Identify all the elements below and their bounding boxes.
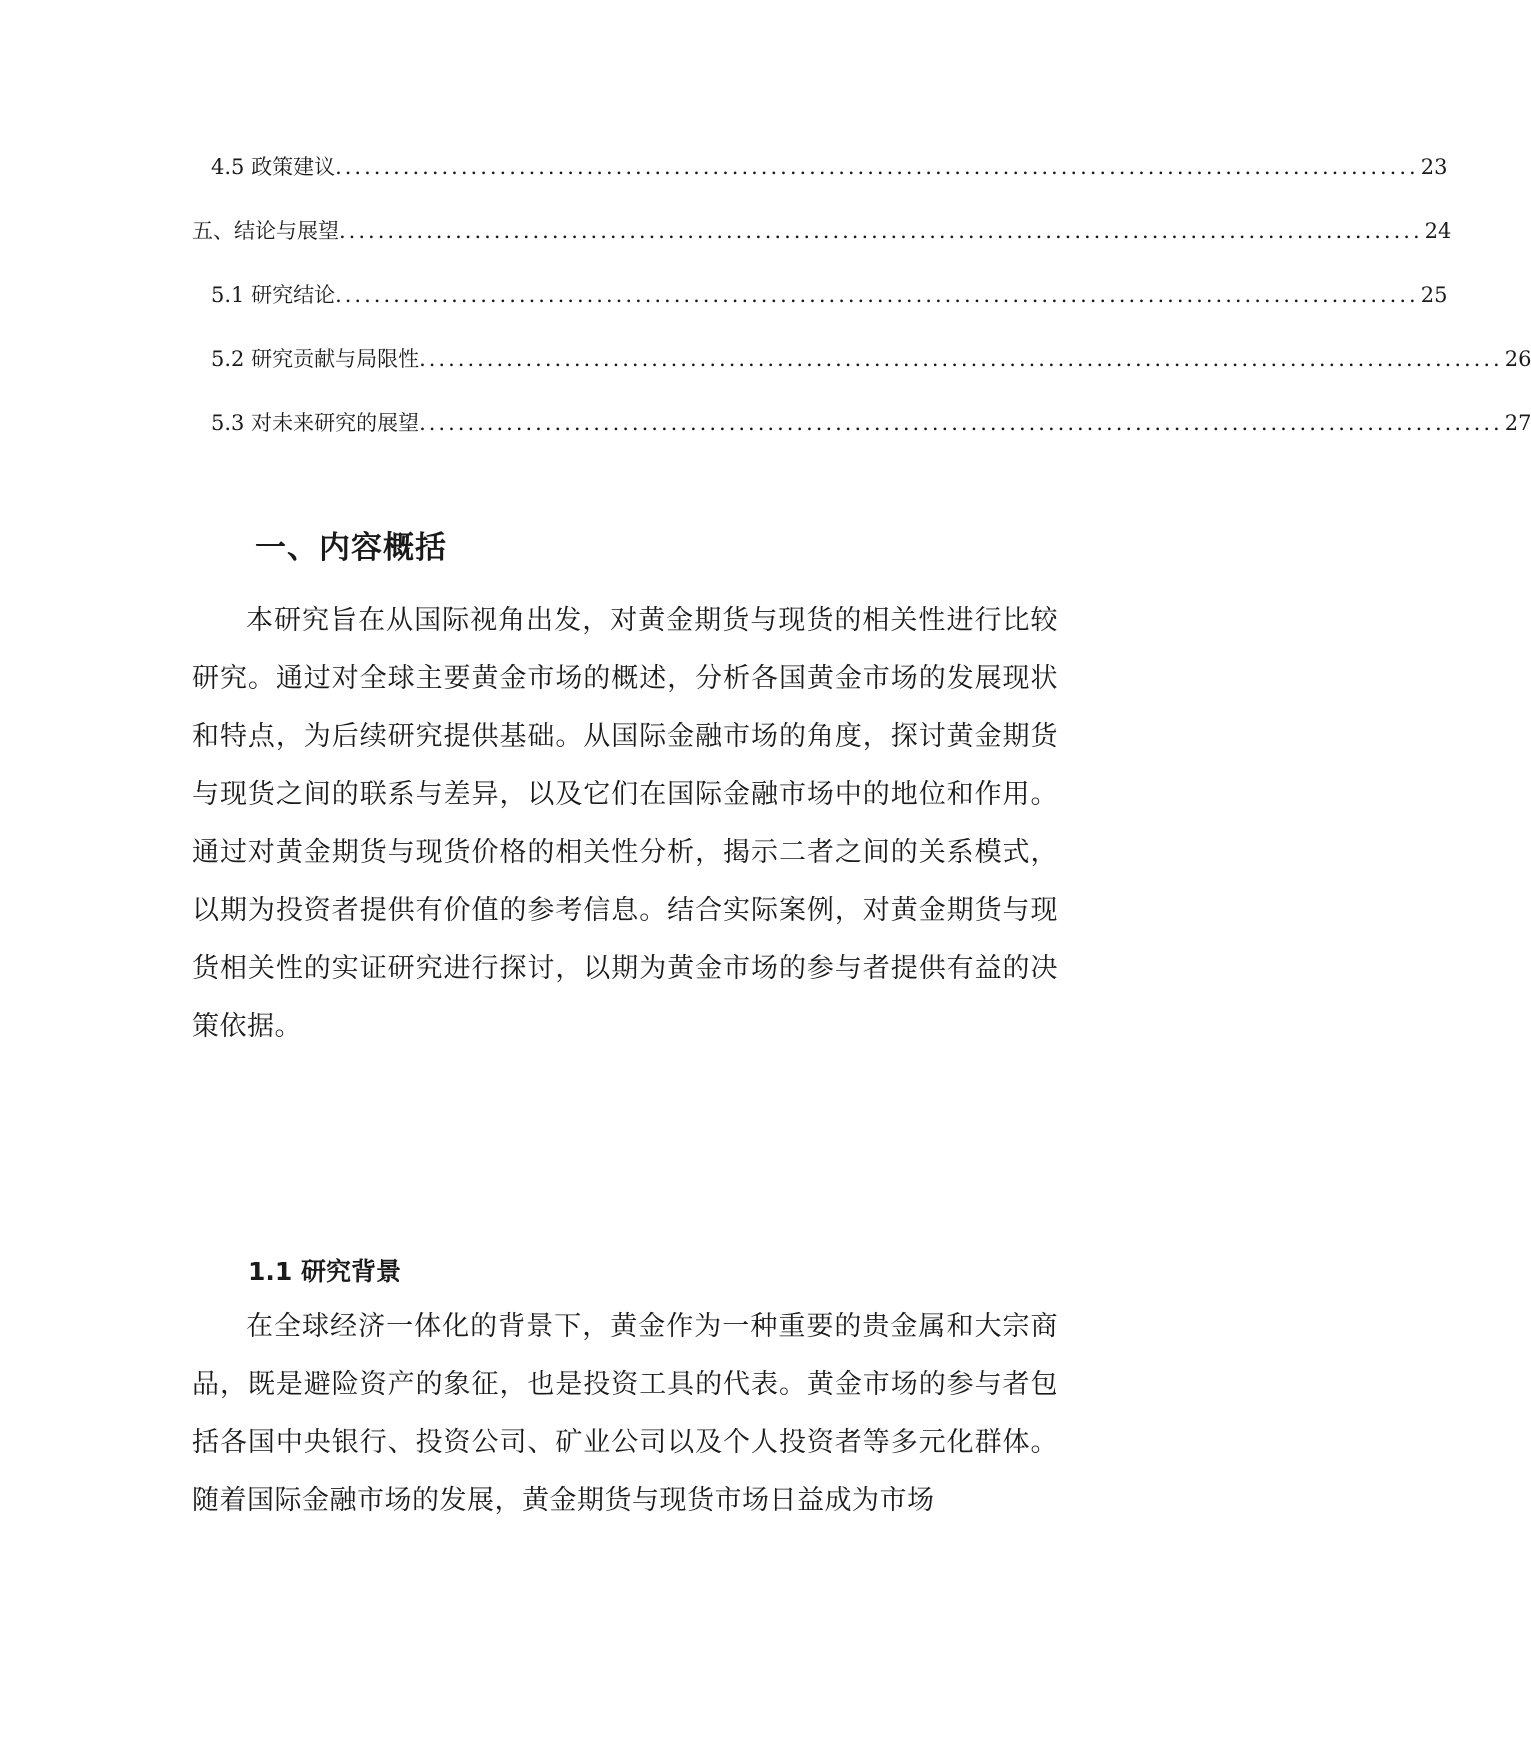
body-paragraph: 本研究旨在从国际视角出发，对黄金期货与现货的相关性进行比较研究。通过对全球主要黄金市场的概述，分析各国黄金市场的发展现状和特点，为后续研究提供基础。从国际金融市场的角度，探讨黄金期货与现货之间的联系与差异，以及它们在国际金融市场中的地位和作用。通过对黄金期货与现货价格的相关性分析，揭示二者之间的关系模式，以期为投资者提供有价值的参考信息。结合实际案例，对黄金期货与现货相关性的实证研究进行探讨，以期为黄金市场的参与者提供有益的决策依据。 [192,605,1058,1042]
toc-leader-dots: ................................................................................................................ [335,155,1419,179]
toc-leader-dots: ................................................................................................................ [419,411,1503,435]
toc-entry-label: 5.3 对未来研究的展望 [211,411,420,435]
toc-entry[interactable] [211,280,1448,310]
toc-leader-dots: ................................................................................................................ [339,219,1423,243]
body-paragraph: 在全球经济一体化的背景下，黄金作为一种重要的贵金属和大宗商品，既是避险资产的象征，也是投资工具的代表。黄金市场的参与者包括各国中央银行、投资公司、矿业公司以及个人投资者等多元化群体。随着国际金融市场的发展，黄金期货与现货市场日益成为市场 [192,1311,1058,1516]
toc-entry-page: 23 [1420,155,1448,179]
toc-entry-label: 5.1 研究结论 [211,283,336,307]
toc-leader-dots: ................................................................................................................ [335,283,1419,307]
toc-entry-page: 26 [1504,347,1531,371]
toc-entry-page: 25 [1420,283,1448,307]
toc-entry[interactable] [211,152,1448,182]
subsection-heading: 1.1 研究背景 [248,1256,401,1286]
toc-entry-page: 24 [1424,219,1452,243]
toc-leader-dots: ................................................................................................................ [419,347,1503,371]
section-heading: 一、内容概括 [255,529,447,566]
toc-entry[interactable] [211,408,1531,438]
toc-entry[interactable] [192,216,1452,246]
toc-entry-label: 五、结论与展望 [192,219,339,243]
toc-entry-label: 4.5 政策建议 [211,155,336,179]
toc-entry-label: 5.2 研究贡献与局限性 [211,347,420,371]
toc-entry-page: 27 [1504,411,1531,435]
toc-entry[interactable] [211,344,1531,374]
